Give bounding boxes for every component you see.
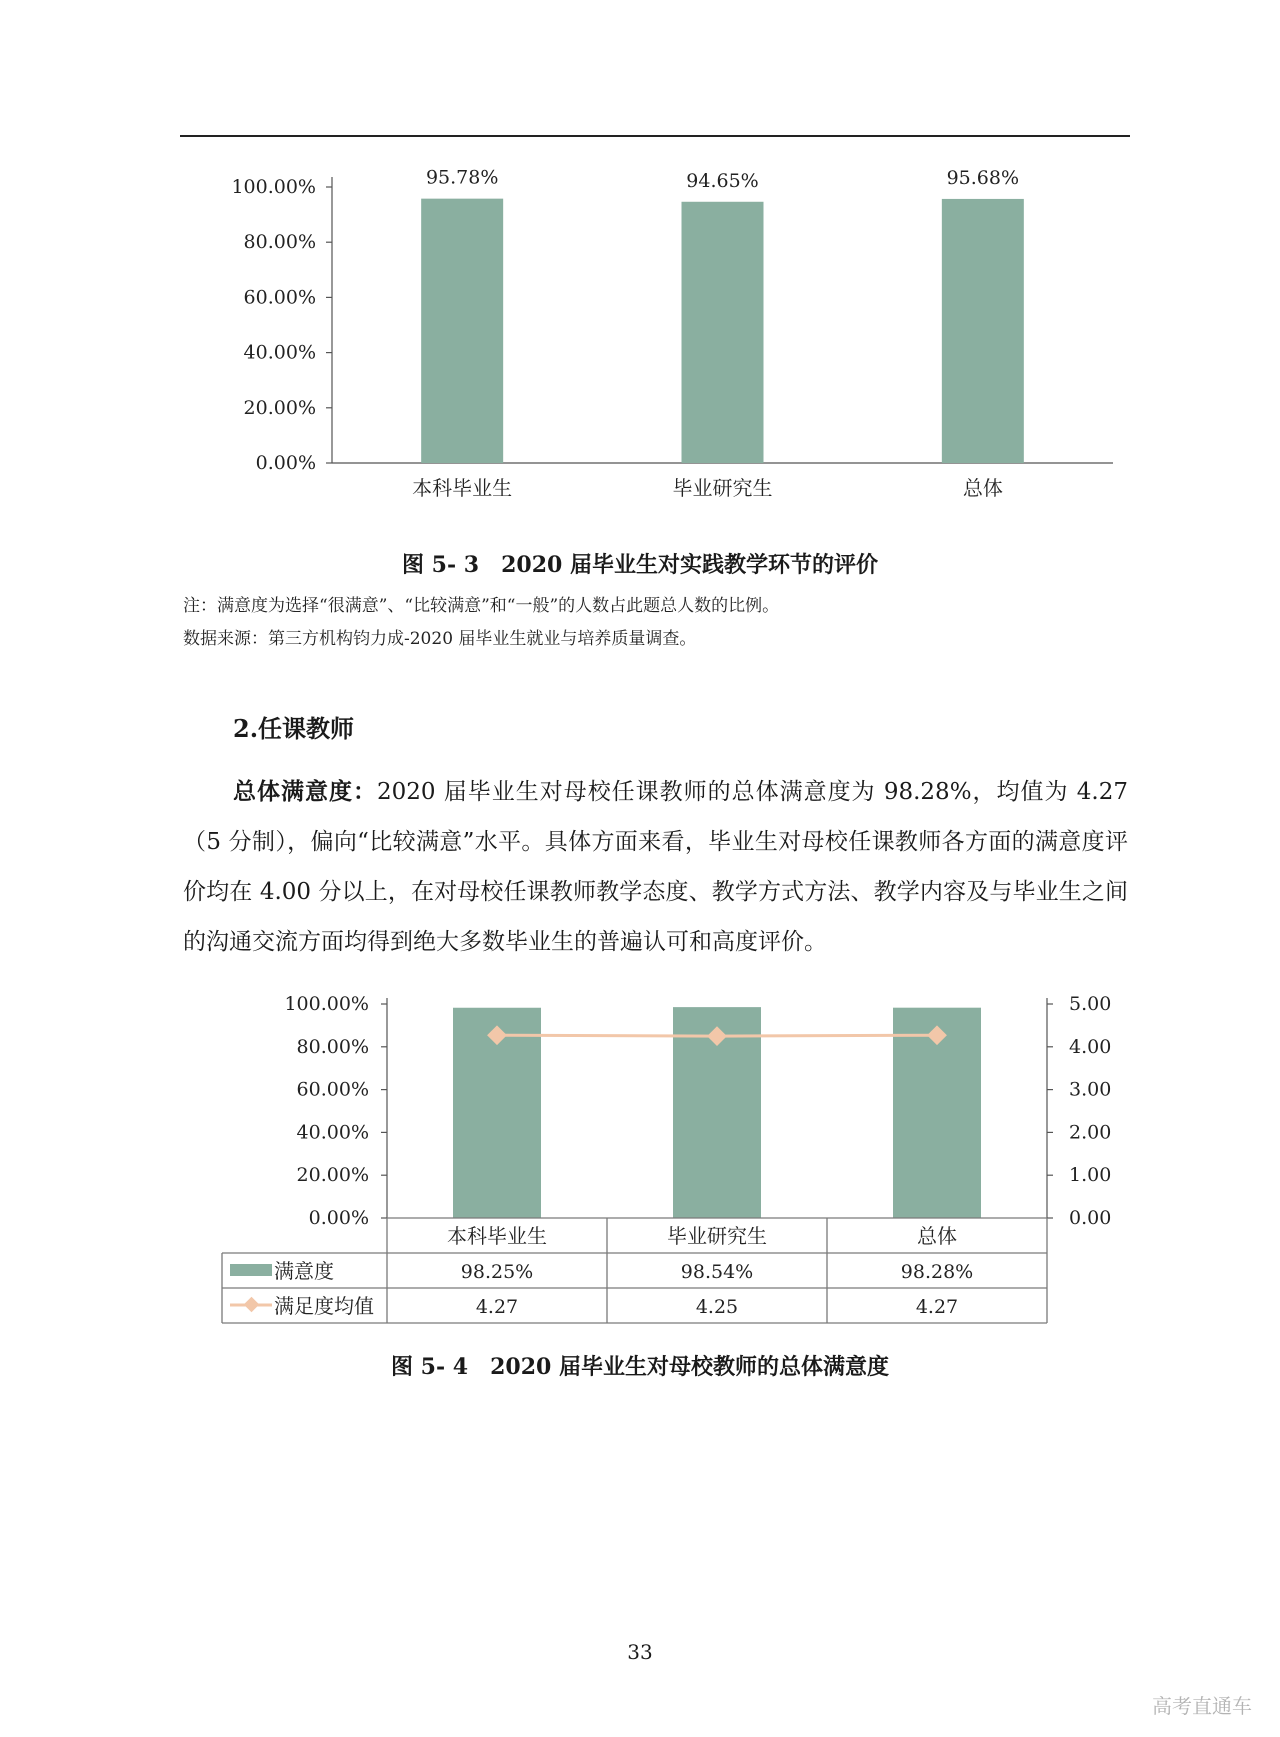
- x-tick-label: 毕业研究生: [667, 1224, 767, 1248]
- figure-note: 注：满意度为选择“很满意”、“比较满意”和“一般”的人数占此题总人数的比例。: [183, 596, 780, 616]
- y-right-tick-label: 1.00: [1069, 1164, 1112, 1187]
- y-right-tick-label: 0.00: [1069, 1207, 1112, 1229]
- x-tick-label: 总体: [917, 1224, 957, 1248]
- body-paragraph: [183, 767, 1128, 967]
- section-heading: 2.任课教师: [233, 714, 355, 743]
- paragraph-text: 2020 届毕业生对母校任课教师的总体满意度为 98.28%，均值为 4.27（5 分制），偏向“比较满意”水平。具体方面来看，毕业生对母校任课教师各方面的满意度评价均在 4.00 分以上，在对母校任课教师教学态度、教学方式方法、教学内容及与毕业生之间的沟通交流方面均得到绝大多数毕业生的普遍认可和高度评价。: [183, 779, 1128, 955]
- table-cell: 4.27: [475, 1296, 519, 1318]
- y-tick-label: 0.00%: [255, 452, 316, 474]
- y-right-tick-label: 5.00: [1069, 993, 1112, 1015]
- y-left-tick-label: 40.00%: [296, 1121, 369, 1144]
- y-right-tick-label: 2.00: [1069, 1121, 1112, 1144]
- legend-label: 满意度: [274, 1259, 334, 1283]
- bar: [942, 199, 1024, 463]
- y-tick-label: 100.00%: [231, 176, 316, 198]
- x-tick-label: 本科毕业生: [412, 476, 513, 500]
- page-number: 33: [627, 1640, 653, 1664]
- bar-chart-practice-evaluation: [0, 140, 1280, 660]
- data-label: 94.65%: [686, 169, 759, 192]
- y-left-tick-label: 80.00%: [296, 1035, 369, 1058]
- y-tick-label: 40.00%: [243, 341, 316, 364]
- table-cell: 4.27: [915, 1296, 959, 1318]
- table-cell: 98.25%: [460, 1261, 534, 1283]
- y-tick-label: 80.00%: [243, 231, 316, 254]
- y-tick-label: 60.00%: [243, 286, 316, 309]
- watermark: 高考直通车: [1152, 1694, 1252, 1718]
- y-left-tick-label: 0.00%: [308, 1207, 369, 1229]
- figure-caption-5-3: 图 5- 3 2020 届毕业生对实践教学环节的评价: [402, 552, 878, 578]
- data-label: 95.78%: [425, 166, 499, 189]
- x-tick-label: 总体: [962, 476, 1003, 500]
- data-source-note: 数据来源：第三方机构钧力成-2020 届毕业生就业与培养质量调查。: [183, 629, 697, 649]
- table-cell: 98.54%: [680, 1261, 754, 1283]
- y-left-tick-label: 20.00%: [296, 1164, 369, 1187]
- combo-chart-teacher-satisfaction: [0, 980, 1280, 1360]
- legend-label: 满足度均值: [274, 1294, 374, 1318]
- x-tick-label: 毕业研究生: [672, 476, 773, 500]
- data-label: 95.68%: [946, 166, 1020, 189]
- y-left-tick-label: 60.00%: [296, 1078, 369, 1101]
- legend-key-marker: [244, 1297, 260, 1313]
- table-cell: 98.28%: [900, 1261, 974, 1283]
- x-tick-label: 本科毕业生: [447, 1224, 547, 1248]
- figure-caption-5-4: 图 5- 4 2020 届毕业生对母校教师的总体满意度: [391, 1354, 889, 1380]
- bar: [682, 202, 764, 463]
- y-right-tick-label: 4.00: [1069, 1035, 1112, 1058]
- y-left-tick-label: 100.00%: [284, 993, 369, 1015]
- y-tick-label: 20.00%: [243, 396, 316, 419]
- bar: [421, 199, 503, 463]
- table-cell: 4.25: [695, 1296, 739, 1318]
- paragraph-lead: 总体满意度：: [233, 778, 377, 805]
- legend-key-bar: [230, 1264, 272, 1276]
- y-right-tick-label: 3.00: [1069, 1078, 1112, 1101]
- header-rule: [180, 135, 1130, 137]
